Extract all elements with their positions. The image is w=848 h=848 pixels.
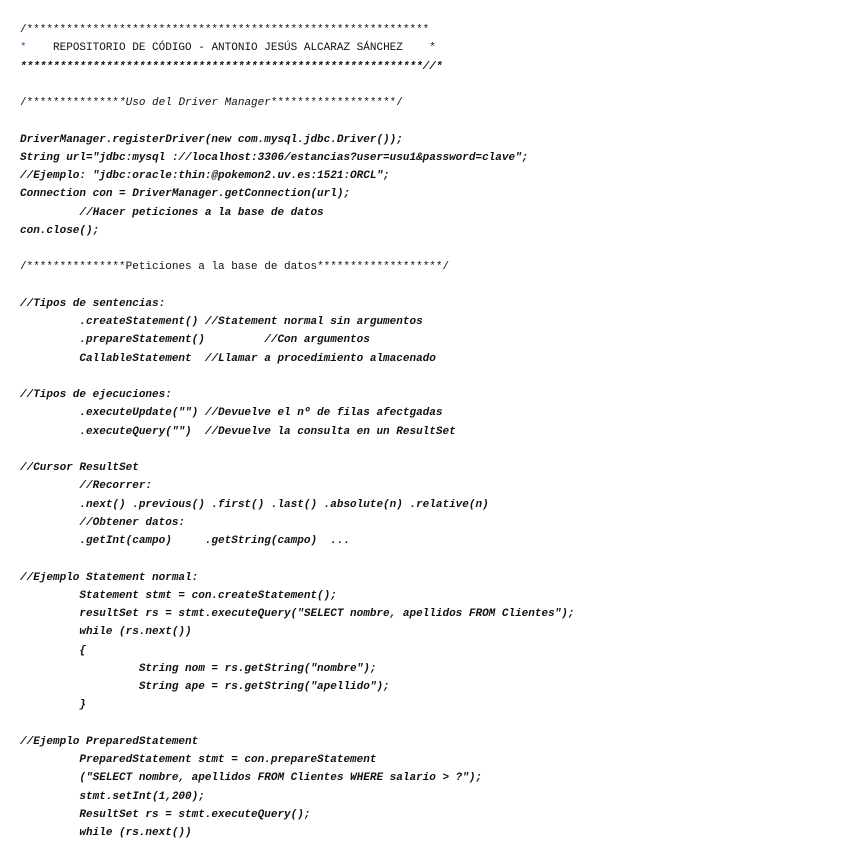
code-line: ResultSet rs = stmt.executeQuery();: [20, 808, 311, 821]
code-line: Connection con = DriverManager.getConnection(url);: [20, 188, 351, 201]
blank-line: [20, 550, 848, 568]
code-line: resultSet rs = stmt.executeQuery("SELECT nombre, apellidos FROM Clientes");: [20, 608, 575, 620]
section-heading-driver: [20, 94, 848, 112]
code-line: String ape = rs.getString("apellido");: [20, 681, 390, 693]
code-line: //Tipos de ejecuciones:: [20, 389, 172, 401]
section-heading-open: /**************: [20, 261, 120, 274]
section-heading-close: *******************/: [270, 97, 403, 109]
code-line: //Hacer peticiones a la base de datos: [20, 206, 324, 219]
code-line: }: [20, 699, 87, 712]
code-line: .next() .previous() .first() .last() .absolute(n) .relative(n): [20, 498, 489, 511]
blank-line: [20, 112, 848, 130]
code-line: DriverManager.registerDriver(new com.mysql.jdbc.Driver());: [20, 133, 403, 146]
section-heading-title: *Peticiones a la base de datos: [119, 261, 318, 274]
code-line: .executeQuery("") //Devuelve la consulta en un ResultSet: [20, 425, 456, 438]
code-line: {: [20, 644, 87, 657]
code-line: //Recorrer:: [20, 480, 153, 493]
code-line: String url="jdbc:mysql ://localhost:3306/estancias?user=usu1&password=clave";: [20, 151, 529, 164]
code-line: .createStatement() //Statement normal sin argumentos: [20, 316, 423, 328]
code-line: String nom = rs.getString("nombre");: [20, 662, 377, 675]
code-line: //Tipos de sentencias:: [20, 297, 166, 310]
code-document: [20, 21, 848, 842]
blank-line: [20, 441, 848, 459]
blank-line: [20, 240, 848, 258]
peticiones-code-block: [20, 295, 848, 843]
code-line: //Ejemplo Statement normal:: [20, 571, 199, 584]
driver-code-block: [20, 131, 848, 241]
blank-line: [20, 76, 848, 94]
code-line: PreparedStatement stmt = con.prepareStatement: [20, 754, 377, 766]
code-line: //Ejemplo PreparedStatement: [20, 735, 199, 748]
blank-line: [20, 277, 848, 295]
code-line: .prepareStatement() //Con argumentos: [20, 334, 370, 347]
code-line: .getInt(campo) .getString(campo) ...: [20, 535, 351, 547]
code-line: while (rs.next()): [20, 827, 192, 839]
header-title-text: REPOSITORIO DE CÓDIGO - ANTONIO JESÚS ALCARAZ SÁNCHEZ *: [26, 42, 436, 55]
code-line: //Ejemplo: "jdbc:oracle:thin:@pokemon2.uv.es:1521:ORCL";: [20, 170, 390, 182]
blank-line: [20, 715, 848, 733]
code-line: CallableStatement //Llamar a procedimiento almacenado: [20, 352, 436, 365]
code-line: Statement stmt = con.createStatement();: [20, 589, 337, 602]
header-title-line: [20, 39, 848, 57]
code-line: stmt.setInt(1,200);: [20, 790, 205, 803]
section-heading-open: /**************: [20, 97, 120, 109]
header-title-mark: *: [20, 42, 27, 55]
section-heading-peticiones: [20, 258, 848, 276]
section-heading-close: *******************/: [317, 261, 450, 274]
code-line: //Obtener datos:: [20, 516, 186, 529]
code-line: while (rs.next()): [20, 626, 192, 639]
code-line: //Cursor ResultSet: [20, 462, 139, 474]
code-line: .executeUpdate("") //Devuelve el nº de filas afectgadas: [20, 407, 443, 420]
code-line: con.close();: [20, 224, 100, 237]
section-heading-title: *Uso del Driver Manager: [119, 97, 271, 109]
header-border-bottom: *************************************************************//*: [20, 60, 443, 73]
blank-line: [20, 368, 848, 386]
code-line: ("SELECT nombre, apellidos FROM Clientes WHERE salario > ?");: [20, 772, 483, 785]
header-border-top: /*************************************************************: [20, 24, 430, 36]
